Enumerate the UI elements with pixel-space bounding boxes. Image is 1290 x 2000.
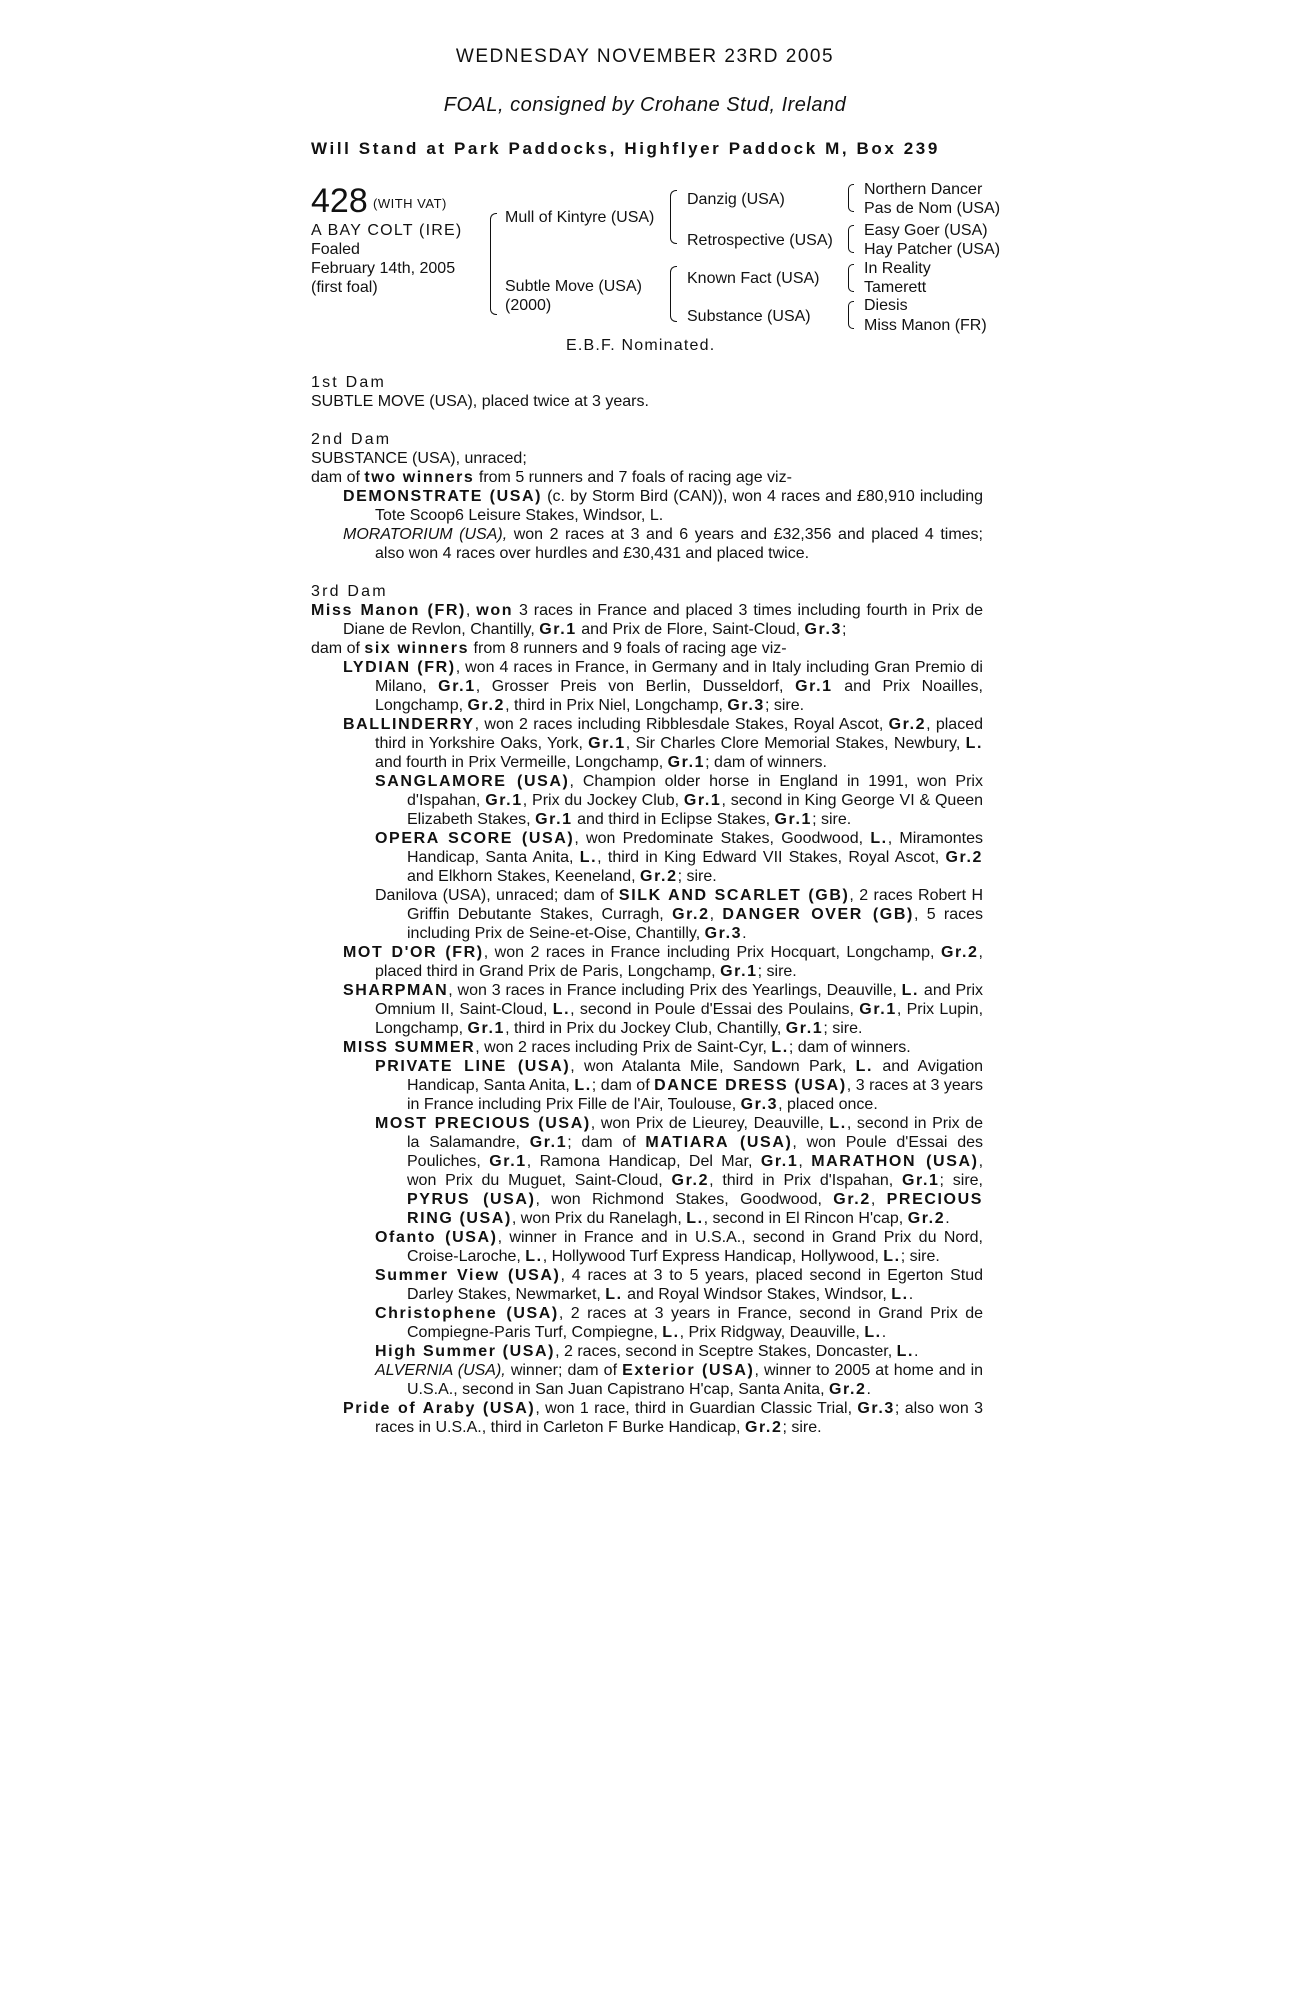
text-run: , — [798, 1153, 812, 1170]
ancestor-ssd: Pas de Nom (USA) — [864, 200, 1001, 217]
produce-entry — [311, 1304, 983, 1342]
horse-or-grade: Gr.1 — [485, 792, 523, 809]
produce-entry — [311, 1342, 983, 1361]
text-run: winner; dam of — [505, 1362, 623, 1379]
horse-or-grade: Gr.2 — [744, 1419, 783, 1436]
produce-entry — [311, 1361, 983, 1399]
progeny-name: DEMONSTRATE (USA) — [343, 488, 543, 505]
text-run: and Prix Noailles, Longchamp, — [375, 678, 983, 714]
pedigree-brace-ss — [848, 184, 854, 212]
horse-or-grade: MATIARA (USA) — [645, 1134, 793, 1151]
first-foal-note: (first foal) — [311, 279, 378, 296]
text-run: , third in King Edward VII Stakes, Royal Ascot, — [597, 849, 946, 866]
text-run: . — [742, 925, 747, 942]
text-run: ; sire. — [782, 1419, 822, 1436]
text-run: , won 1 race, third in Guardian Classic Trial, — [535, 1400, 858, 1417]
text-run: , 3 races at 3 years in France including Prix Fille de l'Air, Toulouse, — [407, 1077, 984, 1113]
text-run: , Prix du Jockey Club, — [522, 792, 684, 809]
first-dam-section — [311, 373, 983, 411]
horse-or-grade: LYDIAN (FR) — [343, 659, 456, 676]
sire-dam: Retrospective (USA) — [687, 232, 833, 249]
horse-or-grade: Gr.1 — [529, 1134, 568, 1151]
text-run: , won Richmond Stakes, Goodwood, — [535, 1191, 834, 1208]
text-run: ; — [842, 621, 847, 638]
pedigree-brace-ds — [848, 264, 854, 292]
horse-or-grade: L. — [901, 982, 920, 999]
horse-or-grade: Gr.1 — [588, 735, 626, 752]
progeny-name: MORATORIUM (USA), — [343, 526, 508, 543]
third-dam-section — [311, 582, 983, 1437]
text-run: ; dam of winners. — [788, 1039, 911, 1056]
produce-entry — [311, 829, 983, 886]
text-run: , won Atalanta Mile, Sandown Park, — [570, 1058, 856, 1075]
ancestor-sdd: Hay Patcher (USA) — [864, 241, 1001, 258]
text-run: won — [476, 602, 514, 619]
winners-count: six winners — [364, 640, 470, 657]
horse-or-grade: PRIVATE LINE (USA) — [375, 1058, 571, 1075]
text-run: , third in Prix Niel, Longchamp, — [505, 697, 728, 714]
foaled-date: February 14th, 2005 — [311, 260, 456, 277]
text-run: ; dam of winners. — [705, 754, 827, 771]
second-dam-line2 — [311, 468, 983, 487]
second-dam-section — [311, 430, 983, 563]
text-run: . — [881, 1324, 887, 1341]
horse-or-grade: Gr.1 — [760, 1153, 799, 1170]
horse-or-grade: SILK AND SCARLET (GB) — [618, 887, 850, 904]
text-run: , won 4 races in France, in Germany and in Italy including Gran Premio di Milano, — [375, 659, 983, 695]
horse-or-grade: Gr.2 — [941, 944, 979, 961]
text-run: . — [866, 1381, 871, 1398]
progeny-text: (c. by Storm Bird (CAN)), won 4 races and £80,910 including Tote Scoop6 Leisure Stakes, Windsor, L. — [375, 488, 984, 524]
text-run: , won Poule d'Essai des Pouliches, — [407, 1134, 984, 1170]
horse-or-grade: Gr.1 — [535, 811, 573, 828]
produce-entry — [311, 715, 983, 772]
text-run: ; dam of — [567, 1134, 646, 1151]
text-run: 3 races in France and placed 3 times including fourth in Prix de Diane de Revlon, Chantilly, — [343, 602, 984, 638]
text-run: and fourth in Prix Vermeille, Longchamp, — [375, 754, 668, 771]
horse-or-grade: L. — [965, 735, 983, 752]
produce-entry — [311, 1228, 983, 1266]
text-run: ; dam of — [591, 1077, 655, 1094]
pedigree-brace-dd — [848, 301, 854, 329]
text-run: , won Prix de Lieurey, Deauville, — [590, 1115, 830, 1132]
text-run: and Prix de Flore, Saint-Cloud, — [576, 621, 805, 638]
consignment-line: FOAL, consigned by Crohane Stud, Ireland — [443, 94, 847, 116]
produce-entry — [311, 1266, 983, 1304]
dam-dam: Substance (USA) — [687, 308, 811, 325]
stand-location: Will Stand at Park Paddocks, Highflyer Paddock M, Box 239 — [311, 139, 940, 158]
horse-or-grade: Gr.1 — [489, 1153, 527, 1170]
horse-or-grade: Gr.2 — [828, 1381, 867, 1398]
progeny-moratorium — [311, 525, 983, 563]
horse-or-grade: Gr.1 — [859, 1001, 897, 1018]
text-run: , won Prix du Ranelagh, — [511, 1210, 687, 1227]
lot-number: 428 — [311, 182, 368, 220]
progeny-text: won 2 races at 3 and 6 years and £32,356 and placed 4 times; also won 4 races over hurdles and £30,431 and placed twice. — [375, 526, 983, 562]
horse-or-grade: L. — [883, 1248, 901, 1265]
horse-or-grade: Gr.2 — [888, 716, 927, 733]
produce-entry — [311, 658, 983, 715]
produce-entry — [311, 1038, 983, 1057]
pedigree-brace-sd — [848, 225, 854, 253]
horse-or-grade: L. — [870, 830, 888, 847]
text-run: . — [908, 1286, 914, 1303]
horse-or-grade: Ofanto (USA) — [375, 1229, 498, 1246]
text-run: , second in Poule d'Essai des Poulains, — [570, 1001, 860, 1018]
horse-or-grade: Gr.1 — [467, 1020, 506, 1037]
text-run: and Prix Omnium II, Saint-Cloud, — [375, 982, 984, 1018]
horse-or-grade: Gr.1 — [901, 1172, 940, 1189]
ancestor-dds: Diesis — [864, 297, 908, 314]
horse-or-grade: BALLINDERRY — [343, 716, 475, 733]
text-run: . — [945, 1210, 950, 1227]
text-run: and Elkhorn Stakes, Keeneland, — [407, 868, 641, 885]
text-run: , won 2 races including Prix de Saint-Cyr, — [475, 1039, 772, 1056]
horse-or-grade: L. — [552, 1001, 571, 1018]
text-run: , Hollywood Turf Express Handicap, Hollywood, — [542, 1248, 884, 1265]
horse-or-grade: Gr.1 — [683, 792, 722, 809]
horse-or-grade: Gr.3 — [704, 925, 743, 942]
text-run: and third in Eclipse Stakes, — [572, 811, 775, 828]
text-run: , Grosser Preis von Berlin, Dusseldorf, — [475, 678, 796, 695]
horse-or-grade: Gr.1 — [774, 811, 813, 828]
text-run: , second in El Rincon H'cap, — [703, 1210, 908, 1227]
ancestor-sss: Northern Dancer — [864, 181, 983, 198]
text-run: , — [870, 1191, 887, 1208]
first-dam-title: 1st Dam — [311, 374, 386, 391]
horse-or-grade: OPERA SCORE (USA) — [375, 830, 575, 847]
text-run: , placed third in Yorkshire Oaks, York, — [375, 716, 983, 752]
text-run: , placed once. — [778, 1096, 878, 1113]
third-dam-produce-line — [311, 639, 983, 658]
horse-or-grade: Gr.2 — [907, 1210, 946, 1227]
horse-or-grade: ALVERNIA (USA), — [375, 1362, 506, 1379]
horse-or-grade: L. — [896, 1343, 915, 1360]
text-run: , Prix Lupin, Longchamp, — [375, 1001, 984, 1037]
dam-sire: Known Fact (USA) — [687, 270, 820, 287]
pedigree-brace-dam — [670, 266, 677, 322]
second-dam-line1: SUBSTANCE (USA), unraced; — [311, 450, 527, 467]
text-run: , winner in France and in U.S.A., second in Grand Prix du Nord, Croise-Laroche, — [407, 1229, 983, 1265]
produce-entry — [311, 772, 983, 829]
produce-entry — [311, 981, 983, 1038]
text-run: , winner to 2005 at home and in U.S.A., second in San Juan Capistrano H'cap, Santa Anita, — [407, 1362, 984, 1398]
text-run: , Champion older horse in England in 1991, won Prix d'Ispahan, — [407, 773, 983, 809]
text-run: , third in Prix d'Ispahan, — [709, 1172, 902, 1189]
produce-entry — [311, 1114, 983, 1228]
text-run: , — [465, 602, 477, 619]
text-run: , 5 races including Prix de Seine-et-Oise, Chantilly, — [407, 906, 984, 942]
horse-or-grade: Gr.2 — [467, 697, 506, 714]
text-run: from 8 runners and 9 foals of racing age viz- — [469, 640, 787, 657]
winners-count: two winners — [364, 469, 475, 486]
horse-or-grade: L. — [864, 1324, 882, 1341]
horse-or-grade: L. — [579, 849, 598, 866]
text-run: , Miramontes Handicap, Santa Anita, — [407, 830, 984, 866]
horse-or-grade: Gr.2 — [833, 1191, 871, 1208]
text-run: , won 2 races in France including Prix Hocquart, Longchamp, — [483, 944, 941, 961]
sire-sire: Danzig (USA) — [687, 191, 785, 208]
ancestor-dss: In Reality — [864, 260, 931, 277]
text-run: from 5 runners and 7 foals of racing age viz- — [474, 469, 792, 486]
text-run: and Avigation Handicap, Santa Anita, — [407, 1058, 984, 1094]
horse-or-grade: SANGLAMORE (USA) — [375, 773, 570, 790]
pedigree-brace-gen1 — [490, 213, 497, 315]
text-run: , won 2 races including Ribblesdale Stakes, Royal Ascot, — [474, 716, 889, 733]
horse-or-grade: L. — [891, 1286, 909, 1303]
text-run: , 2 races, second in Sceptre Stakes, Doncaster, — [555, 1343, 897, 1360]
horse-or-grade: Exterior (USA) — [622, 1362, 755, 1379]
text-run: , Ramona Handicap, Del Mar, — [526, 1153, 761, 1170]
text-run: Danilova (USA), unraced; dam of — [375, 887, 619, 904]
text-run: dam of — [311, 469, 365, 486]
horse-or-grade: MISS SUMMER — [343, 1039, 476, 1056]
sale-date: WEDNESDAY NOVEMBER 23RD 2005 — [455, 46, 835, 67]
horse-or-grade: Gr.3 — [727, 697, 765, 714]
horse-or-grade: L. — [829, 1115, 847, 1132]
horse-or-grade: Gr.2 — [945, 849, 983, 866]
ancestor-sds: Easy Goer (USA) — [864, 222, 988, 239]
horse-or-grade: Christophene (USA) — [375, 1305, 559, 1322]
lot-description: A BAY COLT (IRE) — [311, 222, 463, 239]
horse-or-grade: Summer View (USA) — [375, 1267, 561, 1284]
text-run: , Prix Ridgway, Deauville, — [679, 1324, 865, 1341]
dam-year: (2000) — [505, 297, 552, 314]
horse-or-grade: L. — [574, 1077, 592, 1094]
horse-or-grade: PYRUS (USA) — [407, 1191, 536, 1208]
first-dam-text: SUBTLE MOVE (USA), placed twice at 3 years. — [311, 393, 649, 410]
horse-or-grade: Gr.1 — [667, 754, 706, 771]
sire-name: Mull of Kintyre (USA) — [505, 209, 655, 226]
text-run: , 4 races at 3 to 5 years, placed second in Egerton Stud Darley Stakes, Newmarket, — [407, 1267, 983, 1303]
text-run: ; sire. — [900, 1248, 940, 1265]
produce-entry — [311, 943, 983, 981]
text-run: , won Prix du Muguet, Saint-Cloud, — [407, 1153, 984, 1189]
horse-or-grade: L. — [855, 1058, 874, 1075]
horse-or-grade: SHARPMAN — [343, 982, 449, 999]
text-run: , Sir Charles Clore Memorial Stakes, Newbury, — [625, 735, 966, 752]
third-dam-intro — [311, 601, 983, 639]
foaled-label: Foaled — [311, 241, 360, 258]
horse-or-grade: Gr.2 — [640, 868, 678, 885]
horse-or-grade: DANCE DRESS (USA) — [654, 1077, 847, 1094]
text-run: dam of — [311, 640, 365, 657]
text-run: , 2 races Robert H Griffin Debutante Stakes, Curragh, — [407, 887, 983, 923]
vat-note: (WITH VAT) — [373, 196, 447, 211]
text-run: , placed third in Grand Prix de Paris, Longchamp, — [375, 944, 983, 980]
produce-entry — [311, 886, 983, 943]
horse-or-grade: L. — [771, 1039, 789, 1056]
horse-or-grade: L. — [525, 1248, 543, 1265]
text-run: ; sire. — [677, 868, 717, 885]
ebf-nominated: E.B.F. Nominated. — [566, 337, 716, 354]
ancestor-dsd: Tamerett — [864, 279, 927, 296]
third-dam-title: 3rd Dam — [311, 583, 388, 600]
text-run: ; sire. — [812, 811, 852, 828]
text-run: , third in Prix du Jockey Club, Chantilly, — [505, 1020, 786, 1037]
horse-or-grade: Gr.1 — [785, 1020, 824, 1037]
horse-or-grade: PRECIOUS RING (USA) — [407, 1191, 984, 1227]
text-run: , won Predominate Stakes, Goodwood, — [574, 830, 871, 847]
text-run: ; sire. — [757, 963, 797, 980]
text-run: ; sire. — [823, 1020, 863, 1037]
text-run: , second in King George VI & Queen Elizabeth Stakes, — [407, 792, 984, 828]
horse-or-grade: Gr.2 — [672, 906, 710, 923]
horse-or-grade: Gr.3 — [740, 1096, 779, 1113]
text-run: , won 3 races in France including Prix des Yearlings, Deauville, — [448, 982, 902, 999]
horse-or-grade: Gr.2 — [671, 1172, 710, 1189]
text-run: , — [709, 906, 723, 923]
horse-or-grade: Gr.1 — [795, 678, 833, 695]
grade-label: Gr.3 — [804, 621, 843, 638]
horse-or-grade: L. — [662, 1324, 680, 1341]
third-dam-name: Miss Manon (FR) — [311, 602, 466, 619]
text-run: ; sire, — [939, 1172, 983, 1189]
ancestor-ddd: Miss Manon (FR) — [864, 317, 987, 334]
second-dam-title: 2nd Dam — [311, 431, 392, 448]
horse-or-grade: DANGER OVER (GB) — [722, 906, 914, 923]
produce-list — [311, 658, 983, 1437]
horse-or-grade: Gr.1 — [720, 963, 758, 980]
horse-or-grade: High Summer (USA) — [375, 1343, 556, 1360]
horse-or-grade: Gr.1 — [438, 678, 476, 695]
text-run: ; also won 3 races in U.S.A., third in Carleton F Burke Handicap, — [375, 1400, 984, 1436]
horse-or-grade: MARATHON (USA) — [811, 1153, 979, 1170]
grade-label: Gr.1 — [539, 621, 577, 638]
text-run: , 2 races at 3 years in France, second in Grand Prix de Compiegne-Paris Turf, Compiegne, — [407, 1305, 983, 1341]
pedigree-brace-sire — [670, 190, 677, 244]
horse-or-grade: L. — [605, 1286, 623, 1303]
text-run: , second in Prix de la Salamandre, — [407, 1115, 984, 1151]
dam-name: Subtle Move (USA) — [505, 278, 642, 295]
horse-or-grade: Pride of Araby (USA) — [343, 1400, 536, 1417]
produce-entry — [311, 1057, 983, 1114]
progeny-demonstrate — [311, 487, 983, 525]
text-run: ; sire. — [764, 697, 805, 714]
text-run: and Royal Windsor Stakes, Windsor, — [622, 1286, 892, 1303]
horse-or-grade: MOST PRECIOUS (USA) — [375, 1115, 591, 1132]
horse-or-grade: Gr.3 — [857, 1400, 895, 1417]
horse-or-grade: MOT D'OR (FR) — [343, 944, 484, 961]
text-run: . — [914, 1343, 919, 1360]
produce-entry — [311, 1399, 983, 1437]
horse-or-grade: L. — [686, 1210, 704, 1227]
